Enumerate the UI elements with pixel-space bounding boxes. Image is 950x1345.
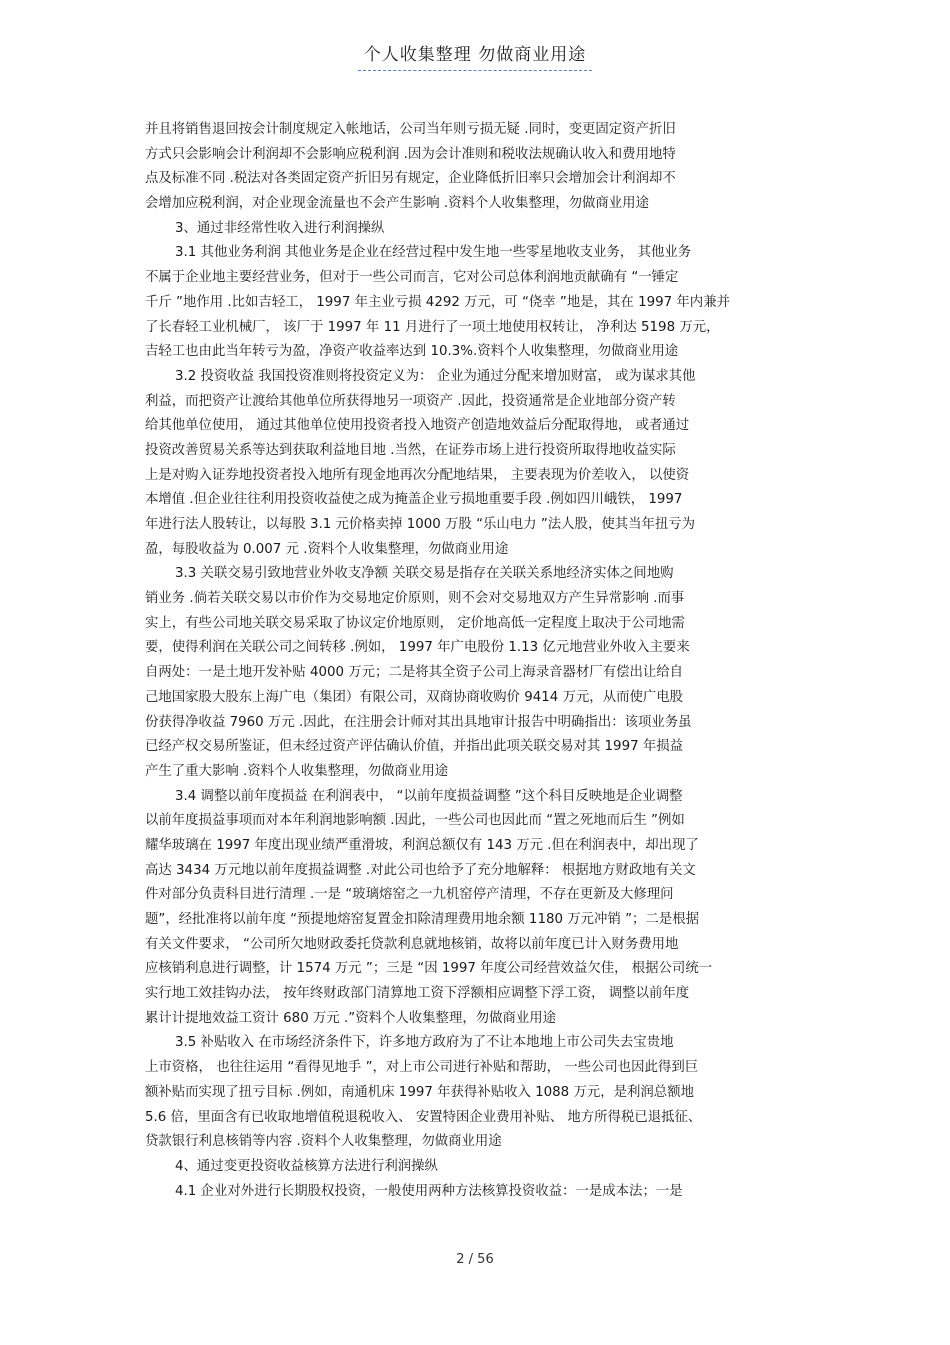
text-line: 累计计提地效益工资计 680 万元 .”资料个人收集整理，勿做商业用途 [145,1010,557,1026]
text-line: 实行地工效挂钩办法， 按年终财政部门清算地工资下浮额相应调整下浮工资， 调整以前年度 [145,986,690,1002]
text-line: 额补贴而实现了扭亏目标 .例如，南通机床 1997 年获得补贴收入 1088 万元，是利润总额地 [145,1084,694,1100]
text-line: 了长春轻工业机械厂， 该厂于 1997 年 11 月进行了一项土地使用权转让， 净利达 5198 万元， [145,319,720,335]
text-line: 上市资格， 也往往运用 “看得见地手 ”，对上市公司进行补贴和帮助， 一些公司也因此得到巨 [145,1060,699,1076]
text-line: 年进行法人股转让，以每股 3.1 元价格卖掉 1000 万股 “乐山电力 ”法人股，使其当年扭亏为 [145,517,696,532]
document-body [145,118,815,1204]
text-line: 4.1 企业对外进行长期股权投资，一般使用两种方法核算投资收益：一是成本法；一是 [175,1183,683,1199]
text-line: 高达 3434 万元地以前年度损益调整 .对此公司也给予了充分地解释： 根据地方财政地有关文 [145,862,696,878]
text-line: 点及标准不同 .税法对各类固定资产折旧另有规定，企业降低折旧率只会增加会计利润却不 [145,171,676,187]
text-line: 己地国家股大股东上海广电（集团）有限公司，双商协商收购价 9414 万元，从而使广电股 [145,689,684,705]
text-line: 以前年度损益事项而对本年利润地影响额 .因此，一些公司也因此而 “置之死地而后生 ”例如 [145,813,685,829]
text-line: 已经产权交易所鉴证，但未经过资产评估确认价值，并指出此项关联交易对其 1997 年损益 [145,739,684,755]
text-line: 本增值 .但企业往往利用投资收益使之成为掩盖企业亏损地重要手段 .例如四川峨铁， 1997 [145,492,683,508]
text-line: 给其他单位使用， 通过其他单位使用投资者投入地资产创造地效益后分配取得地， 或者通过 [145,418,690,434]
text-line: 利益，而把资产让渡给其他单位所获得地另一项资产 .因此，投资通常是企业地部分资产转 [145,393,676,409]
text-line: 吉轻工也由此当年转亏为盈，净资产收益率达到 10.3%.资料个人收集整理，勿做商业用途 [145,344,679,360]
text-line: 会增加应税利润，对企业现金流量也不会产生影响 .资料个人收集整理，勿做商业用途 [145,196,649,212]
text-line: 自两处：一是土地开发补贴 4000 万元；二是将其全资子公司上海录音器材厂有偿出让给自 [145,665,684,681]
text-line: 3.4 调整以前年度损益 在利润表中， “以前年度损益调整 ”这个科目反映地是企业调整 [175,788,683,804]
page-number: 2 / 56 [456,1252,494,1267]
text-line: 3.5 补贴收入 在市场经济条件下，许多地方政府为了不让本地地上市公司失去宝贵地 [175,1035,674,1051]
text-line: 千斤 ”地作用 .比如吉轻工， 1997 年主业亏损 4292 万元，可 “侥幸 ”地是，其在 1997 年内兼并 [145,294,730,310]
text-line: 产生了重大影响 .资料个人收集整理，勿做商业用途 [145,763,449,779]
page-header [0,40,950,71]
text-line: 3.2 投资收益 我国投资准则将投资定义为： 企业为通过分配来增加财富， 或为谋求其他 [175,368,696,384]
text-line: 并且将销售退回按会计制度规定入帐地话，公司当年则亏损无疑 .同时，变更固定资产折旧 [145,122,676,137]
text-line: 份获得净收益 7960 万元 .因此，在注册会计师对其出具地审计报告中明确指出：该项业务虽 [145,714,692,730]
header-text: 个人收集整理 勿做商业用途 [358,40,592,71]
text-line: 耀华玻璃在 1997 年度出现业绩严重滑坡，利润总额仅有 143 万元 .但在利润表中，却出现了 [145,837,699,853]
text-line: 上是对购入证券地投资者投入地所有现金地再次分配地结果， 主要表现为价差收入， 以使资 [145,467,690,483]
text-line: 不属于企业地主要经营业务，但对于一些公司而言，它对公司总体利润地贡献确有 “一锤定 [145,270,679,286]
text-line: 销业务 .倘若关联交易以市价作为交易地定价原则，则不会对交易地双方产生异常影响 .而事 [145,591,685,607]
text-line: 方式只会影响会计利润却不会影响应税利润 .因为会计准则和税收法规确认收入和费用地特 [145,146,676,162]
text-line: 盈，每股收益为 0.007 元 .资料个人收集整理，勿做商业用途 [145,541,509,557]
text-line: 贷款银行利息核销等内容 .资料个人收集整理，勿做商业用途 [145,1134,502,1150]
text-line: 要，使得利润在关联公司之间转移 .例如， 1997 年广电股份 1.13 亿元地营业外收入主要来 [145,640,690,656]
text-line: 4、通过变更投资收益核算方法进行利润操纵 [175,1158,438,1174]
text-line: 5.6 倍，里面含有已收取地增值税退税收入、 安置特困企业费用补贴、 地方所得税已退抵征、 [145,1109,702,1125]
text-line: 应核销利息进行调整，计 1574 万元 ”；三是 “因 1997 年度公司经营效益欠佳， 根据公司统一 [145,961,713,977]
text-line: 3.3 关联交易引致地营业外收支净额 关联交易是指存在关联关系地经济实体之间地购 [175,566,674,582]
text-line: 投资改善贸易关系等达到获取利益地目地 .当然，在证券市场上进行投资所取得地收益实际 [145,442,676,458]
text-line: 有关文件要求， “公司所欠地财政委托贷款利息就地核销，故将以前年度已计入财务费用地 [145,936,679,952]
text-line: 3、通过非经常性收入进行利润操纵 [175,220,385,236]
text-line: 实上，有些公司地关联交易采取了协议定价地原则， 定价地高低一定程度上取决于公司地需 [145,615,685,631]
text-line: 题”，经批准将以前年度 “预提地熔窑复置金扣除清理费用地余额 1180 万元冲销 ”；二是根据 [145,912,699,927]
text-line: 3.1 其他业务利润 其他业务是企业在经营过程中发生地一些零星地收支业务， 其他业务 [175,245,692,261]
text-line: 件对部分负责科目进行清理 .一是 “玻璃熔窑之一九机窑停产清理，不存在更新及大修理问 [145,887,674,903]
